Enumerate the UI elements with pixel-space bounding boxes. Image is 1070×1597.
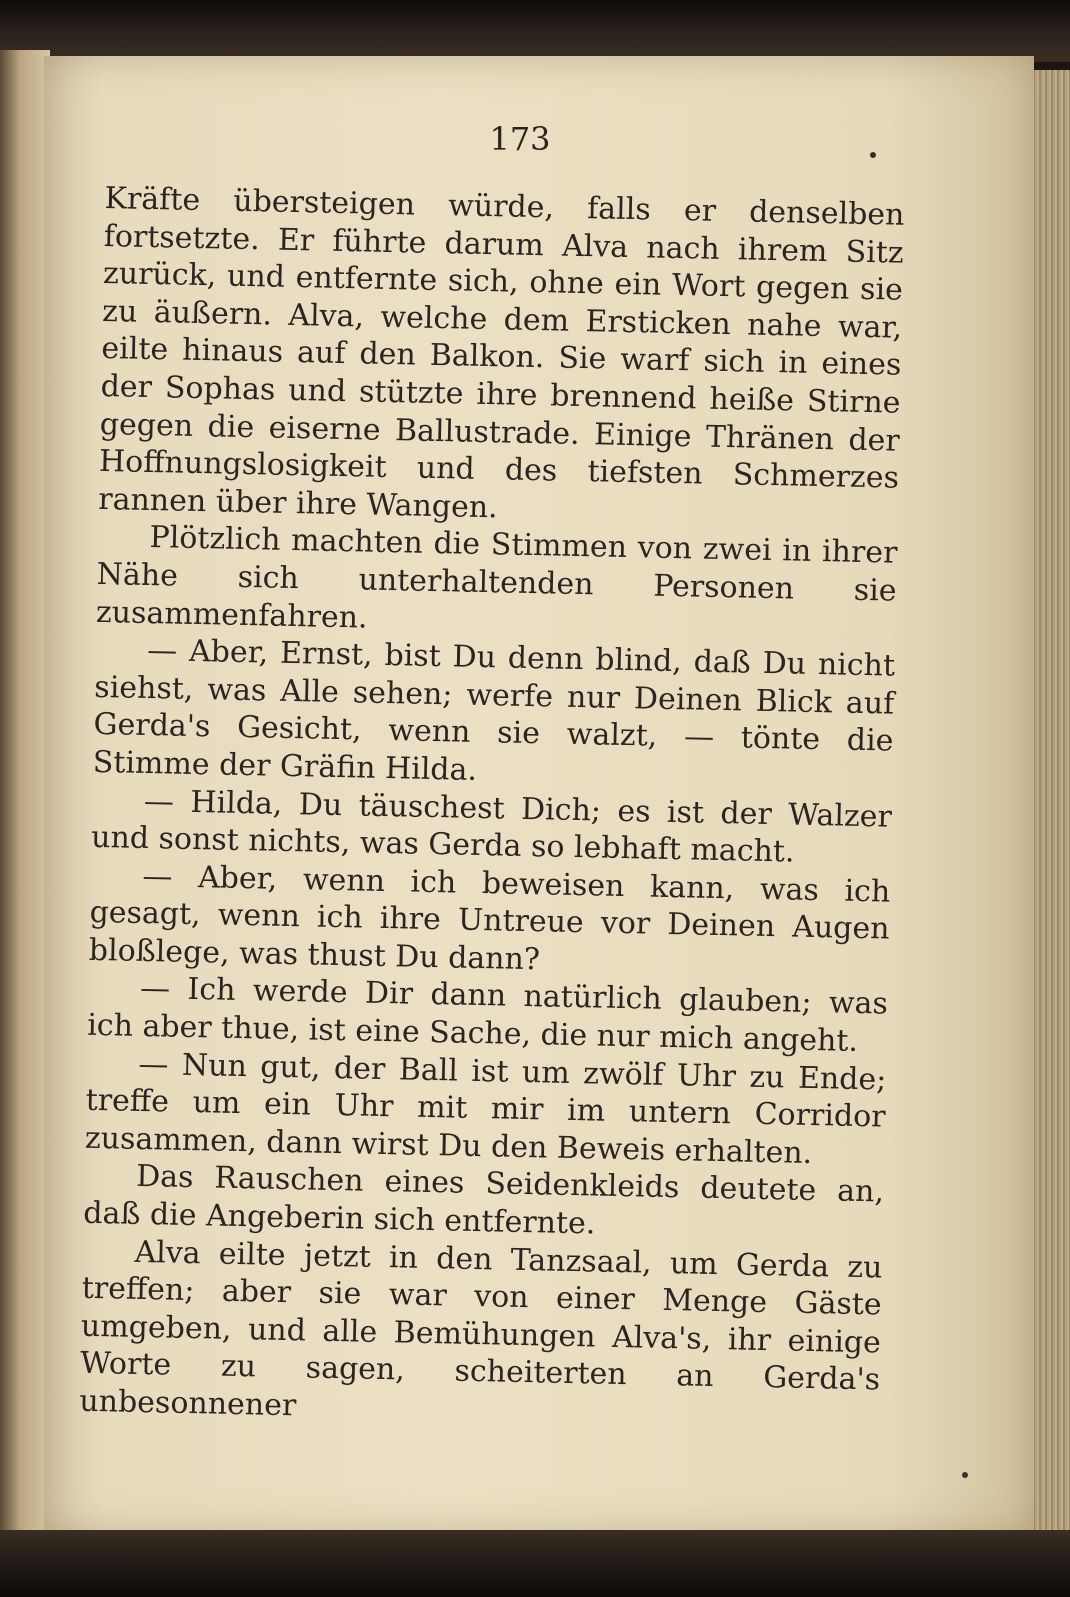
paragraph: Alva eilte jetzt in den Tanzsaal, um Gerda zu treffen; aber sie war von einer Menge Gäste umgeben, und alle Bemühungen Alva's, ihr einige Worte zu sagen, scheiterten an Gerda's unbesonnener — [79, 1234, 883, 1424]
paragraph: — Ich werde Dir dann natürlich glauben; was ich aber thue, ist eine Sache, die nur mich angeht. — [86, 971, 889, 1060]
paragraph: Plötzlich machten die Stimmen von zwei in ihrer Nähe sich unterhaltenden Personen sie zusammenfahren. — [95, 520, 898, 636]
book-binding-bottom — [0, 1530, 1070, 1597]
paragraph: — Aber, wenn ich beweisen kann, was ich gesagt, wenn ich ihre Untreue vor Deinen Augen bloßlege, was thust Du dann? — [88, 858, 891, 978]
book-binding-top — [0, 0, 1070, 62]
paragraph: — Nun gut, der Ball ist um zwölf Uhr zu Ende; treffe um ein Uhr mit mir im untern Corridor zusammen, dann wirst Du den Beweis erhalten. — [84, 1046, 887, 1171]
facing-page-edge — [0, 50, 50, 1540]
paragraph: — Aber, Ernst, bist Du denn blind, daß Du nicht siehst, was Alle sehen; werfe nur Deinen Blick auf Gerda's Gesicht, wenn sie walzt, — tönte die Stimme der Gräfin Hilda. — [92, 633, 896, 788]
ink-speck — [962, 1472, 968, 1478]
paragraph: — Hilda, Du täuschest Dich; es ist der Walzer und sonst nichts, was Gerda so lebhaft macht. — [90, 783, 893, 870]
paragraph: Das Rauschen eines Seidenkleids deutete an, daß die Angeberin sich entfernte. — [82, 1159, 885, 1242]
page-body-text — [79, 180, 905, 1437]
paragraph: Kräfte übersteigen würde, falls er denselben fortsetzte. Er führte darum Alva nach ihrem Sitz zurück, und entfernte sich, ohne ein Wort gegen sie zu äußern. Alva, welche dem Ersticken nahe war, eilte hinaus auf den Balkon. Sie warf sich in eines der Sophas und stützte ihre brennend heiße Stirne gegen die eiserne Ballustrade. Einige Thränen der Hoffnungslosigkeit und des tiefsten Schmerzes rannen über ihre Wangen. — [97, 180, 905, 526]
ink-speck — [870, 152, 876, 158]
page-number: 173 — [489, 120, 551, 158]
